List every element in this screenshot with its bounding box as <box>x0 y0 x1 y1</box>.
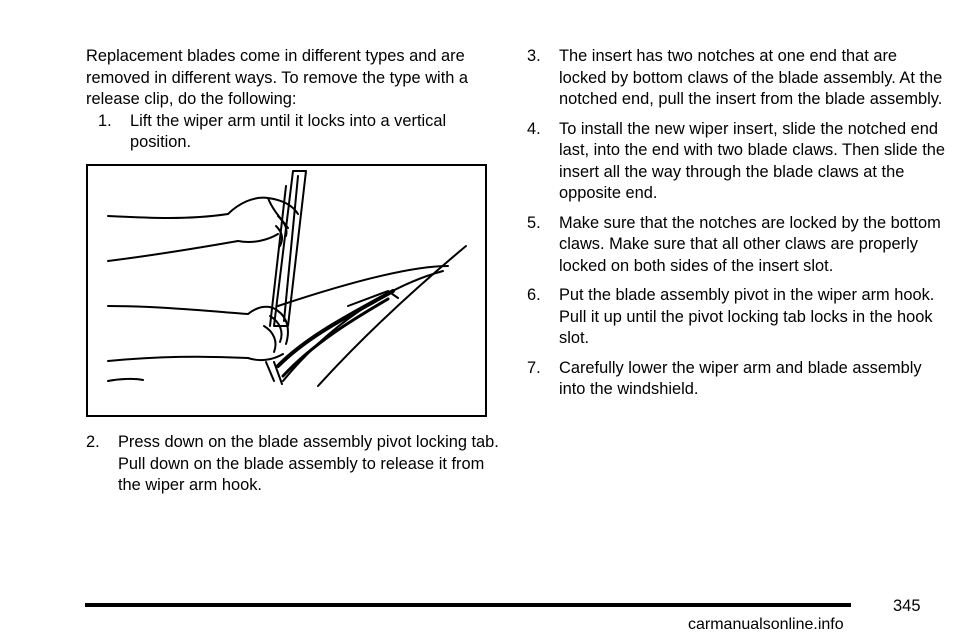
step-number: 3. <box>527 47 541 65</box>
step-text: The insert has two notches at one end that are locked by bottom claws of the blade assembly. At the notched end, pull the insert from the blade assembly. <box>559 47 943 108</box>
step-text: To install the new wiper insert, slide the notched end last, into the end with two blade claws. Then slide the insert all the way through the blade claws at the opposite end. <box>559 119 946 202</box>
step-number: 5. <box>527 213 541 232</box>
page-number: 345 <box>893 597 921 615</box>
step-number: 1. <box>98 111 112 130</box>
step-item-5 <box>527 213 947 278</box>
step-number: 4. <box>527 119 541 138</box>
wiper-illustration <box>86 164 487 417</box>
left-column-lower <box>86 432 506 497</box>
step-number: 7. <box>527 358 541 377</box>
step-item-1 <box>98 111 506 154</box>
step-number: 2. <box>86 433 100 451</box>
step-item-2 <box>86 432 506 497</box>
step-item-4 <box>527 119 947 205</box>
left-column <box>86 46 506 154</box>
step-text: Carefully lower the wiper arm and blade assembly into the windshield. <box>559 358 922 398</box>
step-item-7 <box>527 358 947 401</box>
step-item-6 <box>527 285 947 350</box>
step-number: 6. <box>527 286 541 304</box>
intro-paragraph: Replacement blades come in different types and are removed in different ways. To remove the type with a release clip, do the following: <box>86 47 469 108</box>
wiper-blade-removal-drawing <box>88 166 485 415</box>
step-text: Put the blade assembly pivot in the wiper arm hook. Pull it up until the pivot locking tab locks in the hook slot. <box>559 286 935 347</box>
right-column <box>527 46 947 401</box>
watermark: carmanualsonline.info <box>688 616 844 633</box>
step-item-3 <box>527 46 947 111</box>
step-text: Make sure that the notches are locked by the bottom claws. Make sure that all other claws are properly locked on both sides of the insert slot. <box>559 213 941 275</box>
step-text: Lift the wiper arm until it locks into a vertical position. <box>130 111 447 151</box>
step-text: Press down on the blade assembly pivot locking tab. Pull down on the blade assembly to release it from the wiper arm hook. <box>118 433 499 494</box>
footer-rule <box>85 603 851 607</box>
